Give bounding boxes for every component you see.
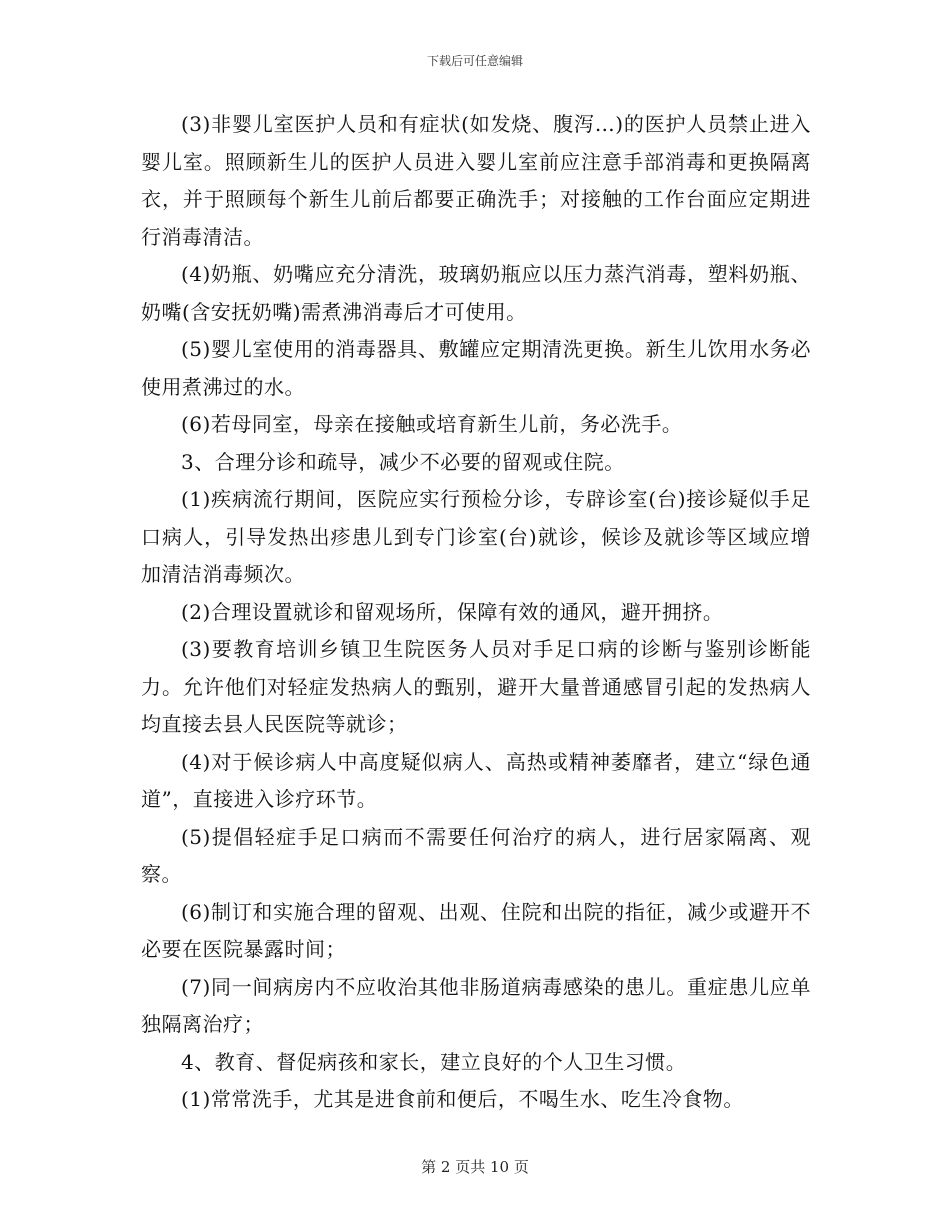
document-body <box>141 106 811 1119</box>
paragraph: (3)要教育培训乡镇卫生院医务人员对手足口病的诊断与鉴别诊断能力。允许他们对轻症发热病人的甄别，避开大量普通感冒引起的发热病人均直接去县人民医院等就诊； <box>141 637 811 736</box>
section-heading: 4、教育、督促病孩和家长，建立良好的个人卫生习惯。 <box>181 1049 687 1074</box>
page-number: 第 2 页共 10 页 <box>421 1158 529 1176</box>
page-header: 下载后可任意编辑 <box>426 54 523 68</box>
paragraph: (4)对于候诊病人中高度疑似病人、高热或精神萎靡者，建立“绿色通道”，直接进入诊疗环节。 <box>141 749 811 811</box>
paragraph: (5)提倡轻症手足口病而不需要任何治疗的病人，进行居家隔离、观察。 <box>141 824 811 886</box>
paragraph: (1)常常洗手，尤其是进食前和便后，不喝生水、吃生冷食物。 <box>181 1087 744 1111</box>
paragraph: (6)若母同室，母亲在接触或培育新生儿前，务必洗手。 <box>181 412 683 436</box>
paragraph: (6)制订和实施合理的留观、出观、住院和出院的指征，减少或避开不必要在医院暴露时间； <box>141 899 811 961</box>
paragraph: (5)婴儿室使用的消毒器具、敷罐应定期清洗更换。新生儿饮用水务必使用煮沸过的水。 <box>141 337 811 399</box>
paragraph: (4)奶瓶、奶嘴应充分清洗，玻璃奶瓶应以压力蒸汽消毒，塑料奶瓶、奶嘴(含安抚奶嘴)需煮沸消毒后才可使用。 <box>141 262 811 324</box>
paragraph: (2)合理设置就诊和留观场所，保障有效的通风，避开拥挤。 <box>181 599 724 624</box>
paragraph: (3)非婴儿室医护人员和有症状(如发烧、腹泻…)的医护人员禁止进入婴儿室。照顾新生儿的医护人员进入婴儿室前应注意手部消毒和更换隔离衣，并于照顾每个新生儿前后都要正确洗手；对接触的工作台面应定期进行消毒清洁。 <box>141 112 811 249</box>
section-heading: 3、合理分诊和疏导，减少不必要的留观或住院。 <box>181 449 625 474</box>
paragraph: (7)同一间病房内不应收治其他非肠道病毒感染的患儿。重症患儿应单独隔离治疗； <box>141 974 811 1036</box>
paragraph: (1)疾病流行期间，医院应实行预检分诊，专辟诊室(台)接诊疑似手足口病人，引导发热出疹患儿到专门诊室(台)就诊，候诊及就诊等区域应增加清洁消毒频次。 <box>141 487 811 586</box>
